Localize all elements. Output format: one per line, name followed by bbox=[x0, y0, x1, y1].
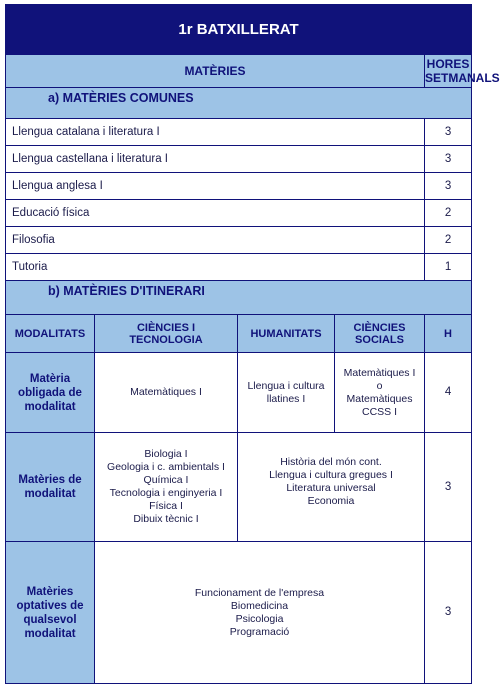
table-row bbox=[6, 200, 472, 227]
modalitat-humsoc-item: Economia bbox=[307, 495, 355, 507]
col-socials-line-1: CIÈNCIES bbox=[353, 321, 406, 334]
optatives-label-line-1: Matèries bbox=[26, 585, 74, 598]
obligada-socials bbox=[335, 353, 425, 433]
optatives-label-line-3: qualsevol bbox=[23, 613, 77, 626]
itinerary-subjects-heading: b) MATÈRIES D'ITINERARI bbox=[6, 281, 472, 315]
optatives-label-line-2: optatives de bbox=[16, 599, 84, 612]
table-row bbox=[6, 119, 472, 146]
modalitat-hours: 3 bbox=[425, 433, 472, 542]
optatives-item: Biomedicina bbox=[230, 599, 289, 612]
common-subject-name: Educació física bbox=[6, 200, 425, 227]
common-subject-hours: 2 bbox=[425, 200, 472, 227]
modalitat-ciencies-item: Química I bbox=[143, 474, 189, 486]
obligada-label bbox=[6, 353, 95, 433]
common-subject-name: Llengua catalana i literatura I bbox=[6, 119, 425, 146]
obligada-label-line-1: Matèria bbox=[29, 372, 71, 385]
common-subject-hours: 3 bbox=[425, 173, 472, 200]
table-row bbox=[6, 173, 472, 200]
col-hours: H bbox=[425, 315, 472, 353]
table-row bbox=[6, 146, 472, 173]
modalitat-ciencies-item: Geologia i c. ambientals I bbox=[107, 461, 225, 473]
optatives-label bbox=[6, 542, 95, 684]
col-socials-line-2: SOCIALS bbox=[355, 333, 404, 346]
obligada-socials-line-2: o bbox=[376, 379, 383, 392]
common-subject-hours: 3 bbox=[425, 119, 472, 146]
modalitat-ciencies-item: Tecnologia i enginyeria I bbox=[109, 487, 223, 499]
common-subject-hours: 1 bbox=[425, 254, 472, 281]
common-subject-name: Filosofia bbox=[6, 227, 425, 254]
table-row bbox=[6, 227, 472, 254]
common-subject-name: Llengua anglesa I bbox=[6, 173, 425, 200]
hours-header bbox=[425, 55, 500, 88]
curriculum-table-wrapper bbox=[5, 4, 500, 684]
obligada-humanitats bbox=[238, 353, 335, 433]
hours-header-line-1: HORES bbox=[426, 57, 470, 71]
table-row bbox=[6, 254, 472, 281]
optatives-label-line-4: modalitat bbox=[24, 627, 76, 640]
optatives-list bbox=[95, 542, 425, 684]
modalitat-label-line-2: modalitat bbox=[24, 488, 76, 500]
col-ciencies-line-1: CIÈNCIES I bbox=[136, 321, 196, 334]
modalitat-ciencies bbox=[95, 433, 238, 542]
modalitat-label bbox=[6, 433, 95, 542]
table-title: 1r BATXILLERAT bbox=[6, 5, 472, 55]
obligada-socials-line-4: CCSS I bbox=[361, 405, 397, 418]
optatives-item: Funcionament de l'empresa bbox=[194, 586, 325, 599]
obligada-humanitats-line-2: llatines I bbox=[266, 392, 306, 405]
optatives-hours: 3 bbox=[425, 542, 472, 684]
common-subjects-heading: a) MATÈRIES COMUNES bbox=[6, 88, 472, 119]
common-subject-hours: 3 bbox=[425, 146, 472, 173]
common-subject-name: Tutoria bbox=[6, 254, 425, 281]
optatives-item: Programació bbox=[229, 625, 290, 638]
common-subject-name: Llengua castellana i literatura I bbox=[6, 146, 425, 173]
obligada-label-line-3: modalitat bbox=[24, 400, 76, 413]
curriculum-table bbox=[5, 4, 500, 684]
modalitat-humsoc-item: Història del món cont. bbox=[280, 456, 382, 468]
col-ciencies-socials bbox=[335, 315, 425, 353]
modalitat-humsoc-item: Llengua i cultura gregues I bbox=[269, 469, 393, 481]
subjects-header: MATÈRIES bbox=[6, 55, 425, 88]
modalitat-ciencies-item: Dibuix tècnic I bbox=[133, 513, 199, 525]
modalitat-ciencies-item: Biologia I bbox=[144, 448, 188, 460]
obligada-humanitats-line-1: Llengua i cultura bbox=[247, 379, 325, 392]
optatives-item: Psicologia bbox=[235, 612, 284, 625]
modalitat-humsoc-item: Literatura universal bbox=[286, 482, 376, 494]
obligada-hours: 4 bbox=[425, 353, 472, 433]
col-modalitats: MODALITATS bbox=[6, 315, 95, 353]
hours-header-line-2: SETMANALS bbox=[425, 71, 500, 85]
modalitat-humanitats-socials bbox=[238, 433, 425, 542]
col-ciencies-line-2: TECNOLOGIA bbox=[129, 333, 203, 346]
modalitat-label-line-1: Matèries de bbox=[18, 474, 82, 486]
obligada-socials-line-3: Matemàtiques bbox=[346, 392, 413, 405]
common-subject-hours: 2 bbox=[425, 227, 472, 254]
col-ciencies-tecnologia bbox=[95, 315, 238, 353]
obligada-label-line-2: obligada de bbox=[18, 386, 82, 399]
obligada-ciencies: Matemàtiques I bbox=[95, 353, 238, 433]
modalitat-ciencies-item: Física I bbox=[149, 500, 183, 512]
col-humanitats: HUMANITATS bbox=[238, 315, 335, 353]
obligada-socials-line-1: Matemàtiques I bbox=[343, 366, 416, 379]
